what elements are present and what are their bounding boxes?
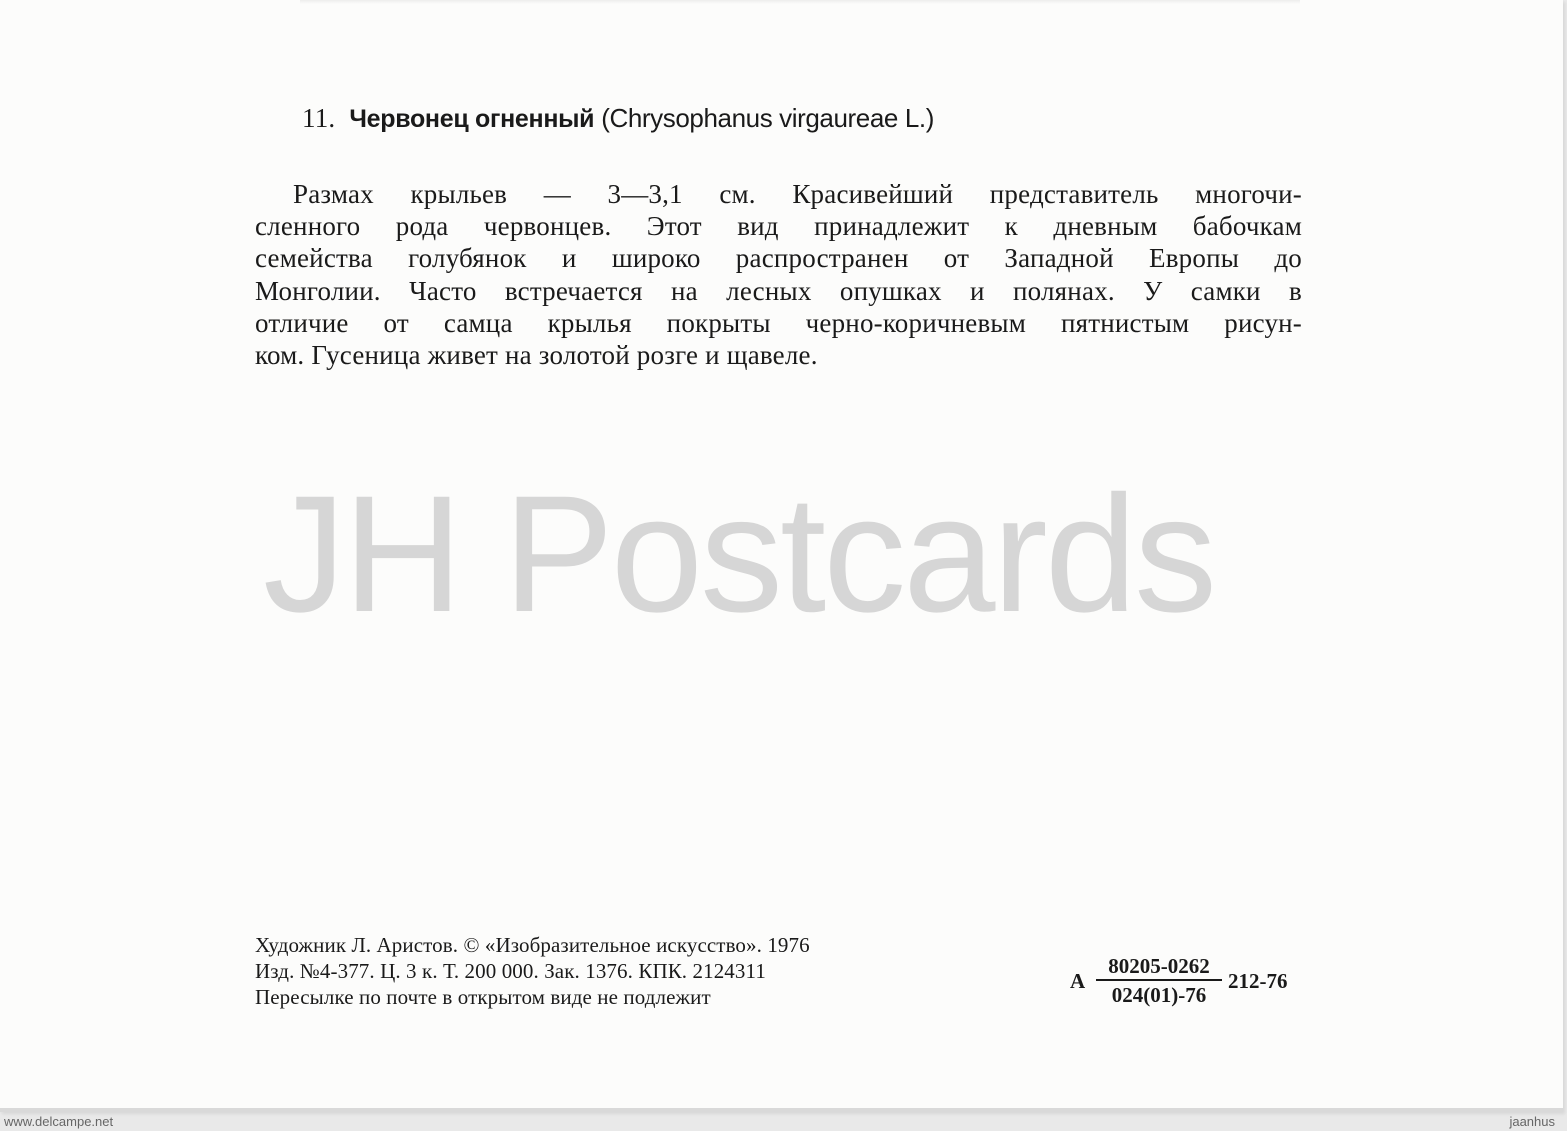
publisher-code-numerator: 80205-0262 [1096,953,1222,981]
description-line: Размах крыльев — 3—3,1 см. Красивейший представитель многочи- [293,179,1302,209]
publisher-code-letter: А [1070,969,1086,993]
species-number: 11. [302,103,336,133]
imprint-postal-note: Пересылке по почте в открытом виде не подлежит [255,985,711,1009]
publisher-code [1070,953,1310,1013]
species-title-latin: (Chrysophanus virgaureae L.) [601,103,934,133]
publisher-code-suffix: 212-76 [1228,969,1288,993]
description-line: отличие от самца крылья покрыты черно-коричневым пятнистым рисун- [255,307,1302,338]
top-edge-shadow [300,0,1300,4]
imprint-artist-line: Художник Л. Аристов. © «Изобразительное искусство». 1976 [255,933,810,957]
watermark: JH Postcards [263,462,1215,647]
publisher-imprint [255,932,810,1010]
species-title-russian: Червонец огненный [349,105,595,133]
footer-site-credit: www.delcampe.net [4,1114,114,1129]
publisher-code-fraction [1096,953,1222,1009]
species-description [255,178,1302,371]
description-line: сленного рода червонцев. Этот вид принадлежит к дневным бабочкам [255,211,1302,242]
description-line: семейства голубянок и широко распространен от Западной Европы до [255,243,1302,274]
description-line: Монголии. Часто встречается на лесных опушках и полянах. У самки в [255,275,1302,306]
publisher-code-denominator: 024(01)-76 [1111,983,1207,1007]
card-bottom-edge [0,1108,1563,1112]
description-line: ком. Гусеница живет на золотой розге и щавеле. [255,340,818,371]
footer-user-credit: jaanhus [1509,1114,1555,1129]
imprint-edition-line: Изд. №4-377. Ц. 3 к. Т. 200 000. Зак. 1376. КПК. 2124311 [255,959,766,983]
species-heading [302,100,934,137]
